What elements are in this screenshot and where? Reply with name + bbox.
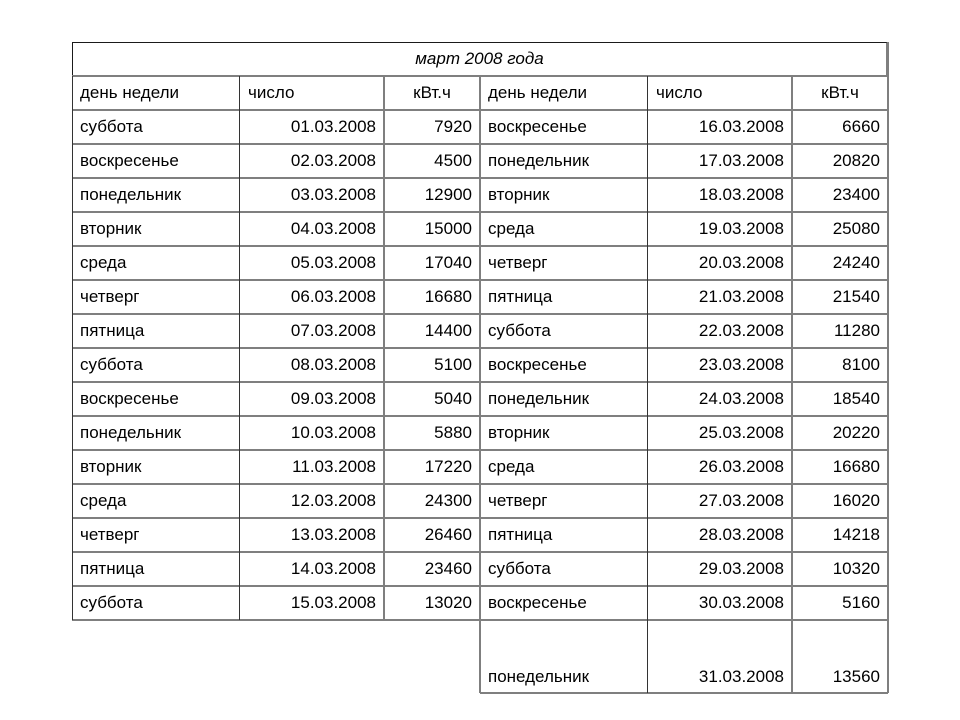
table-cell-kwh: 24300: [424, 491, 472, 510]
table-cell-date: 17.03.2008: [698, 151, 784, 170]
column-divider: [647, 76, 648, 693]
table-cell-day: вторник: [488, 185, 550, 204]
table-cell-day: четверг: [80, 287, 140, 306]
table-cell-day: воскресенье: [488, 593, 587, 612]
table-cell-date: 08.03.2008: [290, 355, 376, 374]
table-cell-date: 03.03.2008: [290, 185, 376, 204]
table-cell-kwh: 20820: [832, 151, 880, 170]
table-cell-day: воскресенье: [488, 355, 587, 374]
table-cell-date: 30.03.2008: [698, 593, 784, 612]
table-cell-kwh: 25080: [832, 219, 880, 238]
table-cell-date: 29.03.2008: [698, 559, 784, 578]
table-cell-day: четверг: [488, 253, 548, 272]
table-cell-date: 13.03.2008: [290, 525, 376, 544]
table-cell-kwh: 26460: [424, 525, 472, 544]
table-cell-kwh: 8100: [842, 355, 880, 374]
table-cell-date: 18.03.2008: [698, 185, 784, 204]
table-cell-date: 22.03.2008: [698, 321, 784, 340]
table-cell-kwh: 5880: [434, 423, 472, 442]
table-cell-day: пятница: [80, 321, 145, 340]
column-divider: [479, 76, 481, 693]
table-cell-kwh: 20220: [832, 423, 880, 442]
header-date: число: [656, 83, 703, 102]
table-cell-kwh: 23460: [424, 559, 472, 578]
table-cell-kwh: 17040: [424, 253, 472, 272]
table-cell-day: пятница: [80, 559, 145, 578]
column-divider: [887, 42, 889, 693]
table-cell-day: пятница: [488, 525, 553, 544]
row-divider: [480, 692, 888, 694]
table-cell-day: суббота: [80, 355, 143, 374]
table-cell-day: пятница: [488, 287, 553, 306]
table-cell-day: среда: [488, 457, 535, 476]
table-cell-kwh: 16020: [832, 491, 880, 510]
table-cell-date: 06.03.2008: [290, 287, 376, 306]
header-kwh: кВт.ч: [821, 83, 859, 102]
table-cell-date: 20.03.2008: [698, 253, 784, 272]
table-cell-date: 26.03.2008: [698, 457, 784, 476]
table-cell-day: среда: [80, 253, 127, 272]
table-cell-kwh: 11280: [833, 321, 880, 340]
table-cell-day: воскресенье: [80, 389, 179, 408]
table-cell-date: 25.03.2008: [698, 423, 784, 442]
table-cell-day: вторник: [488, 423, 550, 442]
table-cell-kwh: 5160: [842, 593, 880, 612]
table-cell-kwh: 6660: [842, 117, 880, 136]
table-cell-kwh: 12900: [424, 185, 472, 204]
table-cell-date: 11.03.2008: [292, 457, 376, 476]
table-cell-day: воскресенье: [488, 117, 587, 136]
table-cell-kwh: 23400: [832, 185, 880, 204]
table-cell-kwh: 10320: [832, 559, 880, 578]
table-cell-day: четверг: [488, 491, 548, 510]
table-cell-date: 24.03.2008: [698, 389, 784, 408]
table-cell-day: вторник: [80, 457, 142, 476]
table-cell-day: понедельник: [488, 667, 590, 686]
table-cell-kwh: 13020: [424, 593, 472, 612]
table-cell-date: 16.03.2008: [698, 117, 784, 136]
table-cell-kwh: 18540: [832, 389, 880, 408]
table-cell-day: понедельник: [80, 185, 182, 204]
table-cell-date: 10.03.2008: [290, 423, 376, 442]
table-cell-kwh: 13560: [832, 667, 880, 686]
table-cell-day: среда: [80, 491, 127, 510]
header-kwh: кВт.ч: [413, 83, 451, 102]
table-cell-kwh: 5040: [434, 389, 472, 408]
table-cell-kwh: 15000: [424, 219, 472, 238]
table-cell-kwh: 17220: [424, 457, 472, 476]
table-cell-date: 01.03.2008: [290, 117, 376, 136]
table-cell-kwh: 24240: [832, 253, 880, 272]
table-cell-date: 19.03.2008: [698, 219, 784, 238]
header-date: число: [248, 83, 295, 102]
table-cell-kwh: 14400: [424, 321, 472, 340]
table-cell-day: вторник: [80, 219, 142, 238]
table-cell-date: 02.03.2008: [290, 151, 376, 170]
table-cell-date: 28.03.2008: [698, 525, 784, 544]
table-cell-day: суббота: [488, 559, 551, 578]
header-day-of-week: день недели: [80, 83, 180, 102]
table-cell-kwh: 5100: [434, 355, 472, 374]
table-cell-date: 27.03.2008: [698, 491, 784, 510]
table-title: март 2008 года: [72, 42, 888, 76]
column-divider: [239, 76, 240, 620]
table-cell-kwh: 4500: [434, 151, 472, 170]
table-cell-date: 23.03.2008: [698, 355, 784, 374]
table-cell-kwh: 7920: [434, 117, 472, 136]
header-day-of-week: день недели: [488, 83, 588, 102]
table-cell-kwh: 16680: [424, 287, 472, 306]
table-cell-day: воскресенье: [80, 151, 179, 170]
table-cell-date: 05.03.2008: [290, 253, 376, 272]
column-divider: [791, 76, 793, 693]
table-cell-kwh: 14218: [832, 525, 880, 544]
table-cell-day: суббота: [80, 117, 143, 136]
table-cell-kwh: 16680: [832, 457, 880, 476]
table-cell-date: 12.03.2008: [290, 491, 376, 510]
table-cell-day: среда: [488, 219, 535, 238]
table-cell-date: 15.03.2008: [290, 593, 376, 612]
table-cell-date: 21.03.2008: [698, 287, 784, 306]
table-cell-date: 07.03.2008: [290, 321, 376, 340]
table-cell-kwh: 21540: [832, 287, 880, 306]
table-cell-day: понедельник: [80, 423, 182, 442]
table-cell-day: суббота: [488, 321, 551, 340]
table-cell-day: суббота: [80, 593, 143, 612]
table-cell-date: 09.03.2008: [290, 389, 376, 408]
table-cell-date: 04.03.2008: [290, 219, 376, 238]
table-cell-day: четверг: [80, 525, 140, 544]
table-cell-date: 14.03.2008: [290, 559, 376, 578]
table-cell-day: понедельник: [488, 151, 590, 170]
column-divider: [72, 76, 73, 620]
column-divider: [383, 76, 385, 620]
table-cell-date: 31.03.2008: [698, 667, 784, 686]
table-cell-day: понедельник: [488, 389, 590, 408]
